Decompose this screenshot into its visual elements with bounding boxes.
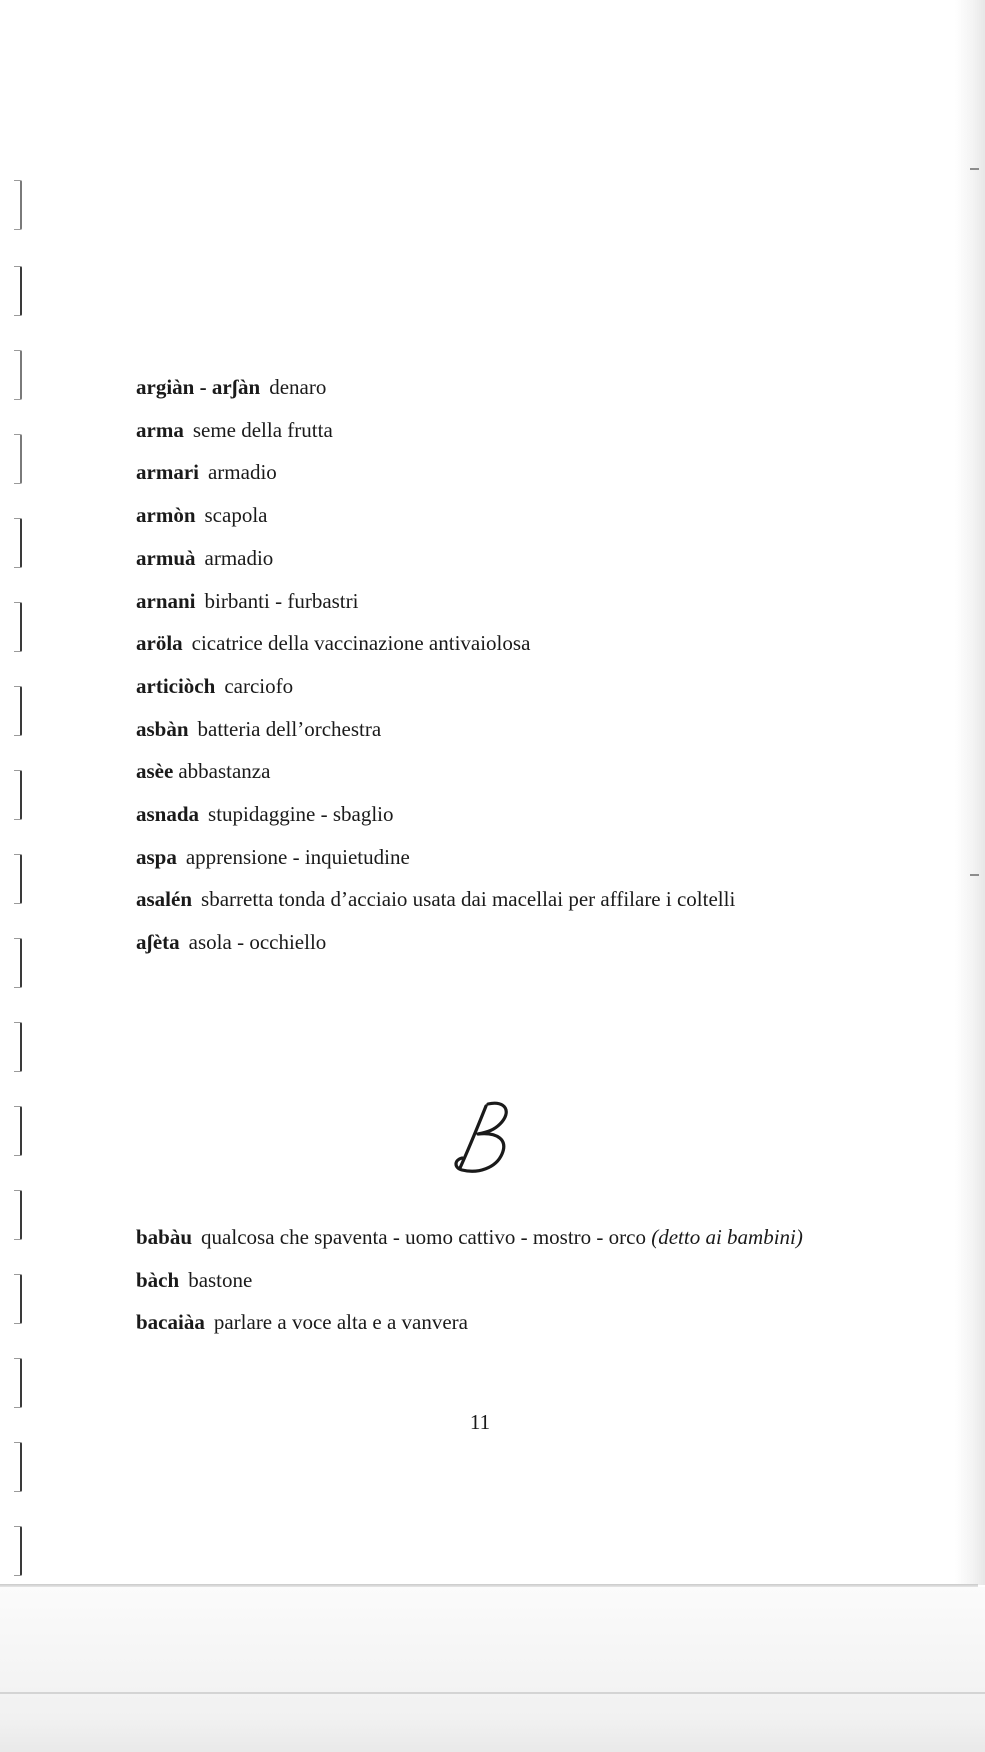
binding-hole xyxy=(14,266,22,316)
definition: stupidaggine - sbaglio xyxy=(208,802,394,827)
headword: aröla xyxy=(136,631,183,656)
headword: armuà xyxy=(136,545,196,570)
headword: asbàn xyxy=(136,716,189,741)
dictionary-entry xyxy=(136,451,826,494)
underlying-page-edge xyxy=(0,1692,985,1694)
page-curl-shadow xyxy=(955,0,985,1585)
definition: apprensione - inquietudine xyxy=(185,844,410,869)
headword: asalén xyxy=(136,887,193,912)
dictionary-entry xyxy=(136,537,826,580)
headword: articiòch xyxy=(136,673,216,698)
headword: babàu xyxy=(136,1225,193,1249)
definition: scapola xyxy=(204,503,268,528)
binding-hole xyxy=(14,938,22,988)
binding-hole xyxy=(14,770,22,820)
definition: asola - occhiello xyxy=(188,930,327,955)
binding-hole xyxy=(14,1358,22,1408)
binding-hole xyxy=(14,434,22,484)
definition: bastone xyxy=(188,1267,253,1292)
binding-hole xyxy=(14,180,22,230)
binding-hole xyxy=(14,1022,22,1072)
headword: bàch xyxy=(136,1267,180,1292)
definition: armadio xyxy=(207,460,277,485)
dictionary-entry xyxy=(136,793,826,836)
definition: cicatrice della vaccinazione antivaiolosa xyxy=(191,631,531,656)
dictionary-entry xyxy=(136,622,826,665)
binding-hole xyxy=(14,854,22,904)
section-letter-b-icon xyxy=(448,1098,518,1178)
dictionary-entry xyxy=(136,366,826,409)
dictionary-entry xyxy=(136,750,826,793)
usage-note: (detto ai bambini) xyxy=(651,1225,803,1249)
binding-hole xyxy=(14,350,22,400)
binding-hole xyxy=(14,518,22,568)
underlying-page xyxy=(0,1587,985,1752)
binding-hole xyxy=(14,1106,22,1156)
dictionary-entry xyxy=(136,665,826,708)
headword: armari xyxy=(136,460,199,485)
binding-hole xyxy=(14,1442,22,1492)
definition: parlare a voce alta e a vanvera xyxy=(213,1310,468,1335)
definition: batteria dell’orchestra xyxy=(197,716,382,741)
edge-mark xyxy=(970,874,979,876)
headword: asèe xyxy=(136,759,174,784)
binding-hole xyxy=(14,1526,22,1576)
page-number: 11 xyxy=(469,1410,491,1434)
binding-hole xyxy=(14,686,22,736)
headword: argiàn - arʃàn xyxy=(136,375,261,399)
dictionary-entry xyxy=(136,921,826,964)
dictionary-entry xyxy=(136,409,826,452)
dictionary-entry xyxy=(136,1301,826,1344)
dictionary-entry xyxy=(136,708,826,751)
dictionary-entry xyxy=(136,836,826,879)
binding-hole xyxy=(14,1274,22,1324)
edge-mark xyxy=(970,168,979,170)
dictionary-entry xyxy=(136,878,823,921)
dictionary-entry xyxy=(136,1216,826,1259)
headword: arnani xyxy=(136,588,196,613)
headword: bacaiàa xyxy=(136,1310,205,1335)
definition: armadio xyxy=(204,545,274,570)
definition: abbastanza xyxy=(178,759,271,784)
definition: carciofo xyxy=(224,673,294,698)
headword: aspa xyxy=(136,844,177,869)
headword: arma xyxy=(136,417,184,442)
headword: asnada xyxy=(136,802,200,827)
dictionary-entries-a xyxy=(136,366,826,964)
definition: seme della frutta xyxy=(192,417,333,442)
binding-hole xyxy=(14,1190,22,1240)
headword: aʃèta xyxy=(136,930,180,955)
definition: qualcosa che spaventa - uomo cattivo - mostro - orco xyxy=(201,1225,646,1249)
headword: armòn xyxy=(136,503,196,528)
dictionary-entry xyxy=(136,580,826,623)
dictionary-entries-b xyxy=(136,1216,826,1344)
dictionary-entry xyxy=(136,1259,826,1302)
definition: birbanti - furbastri xyxy=(204,588,359,613)
definition: denaro xyxy=(269,375,327,399)
dictionary-entry xyxy=(136,494,826,537)
binding-hole xyxy=(14,602,22,652)
definition: sbarretta tonda d’acciaio usata dai macellai per affilare i coltelli xyxy=(201,887,736,912)
